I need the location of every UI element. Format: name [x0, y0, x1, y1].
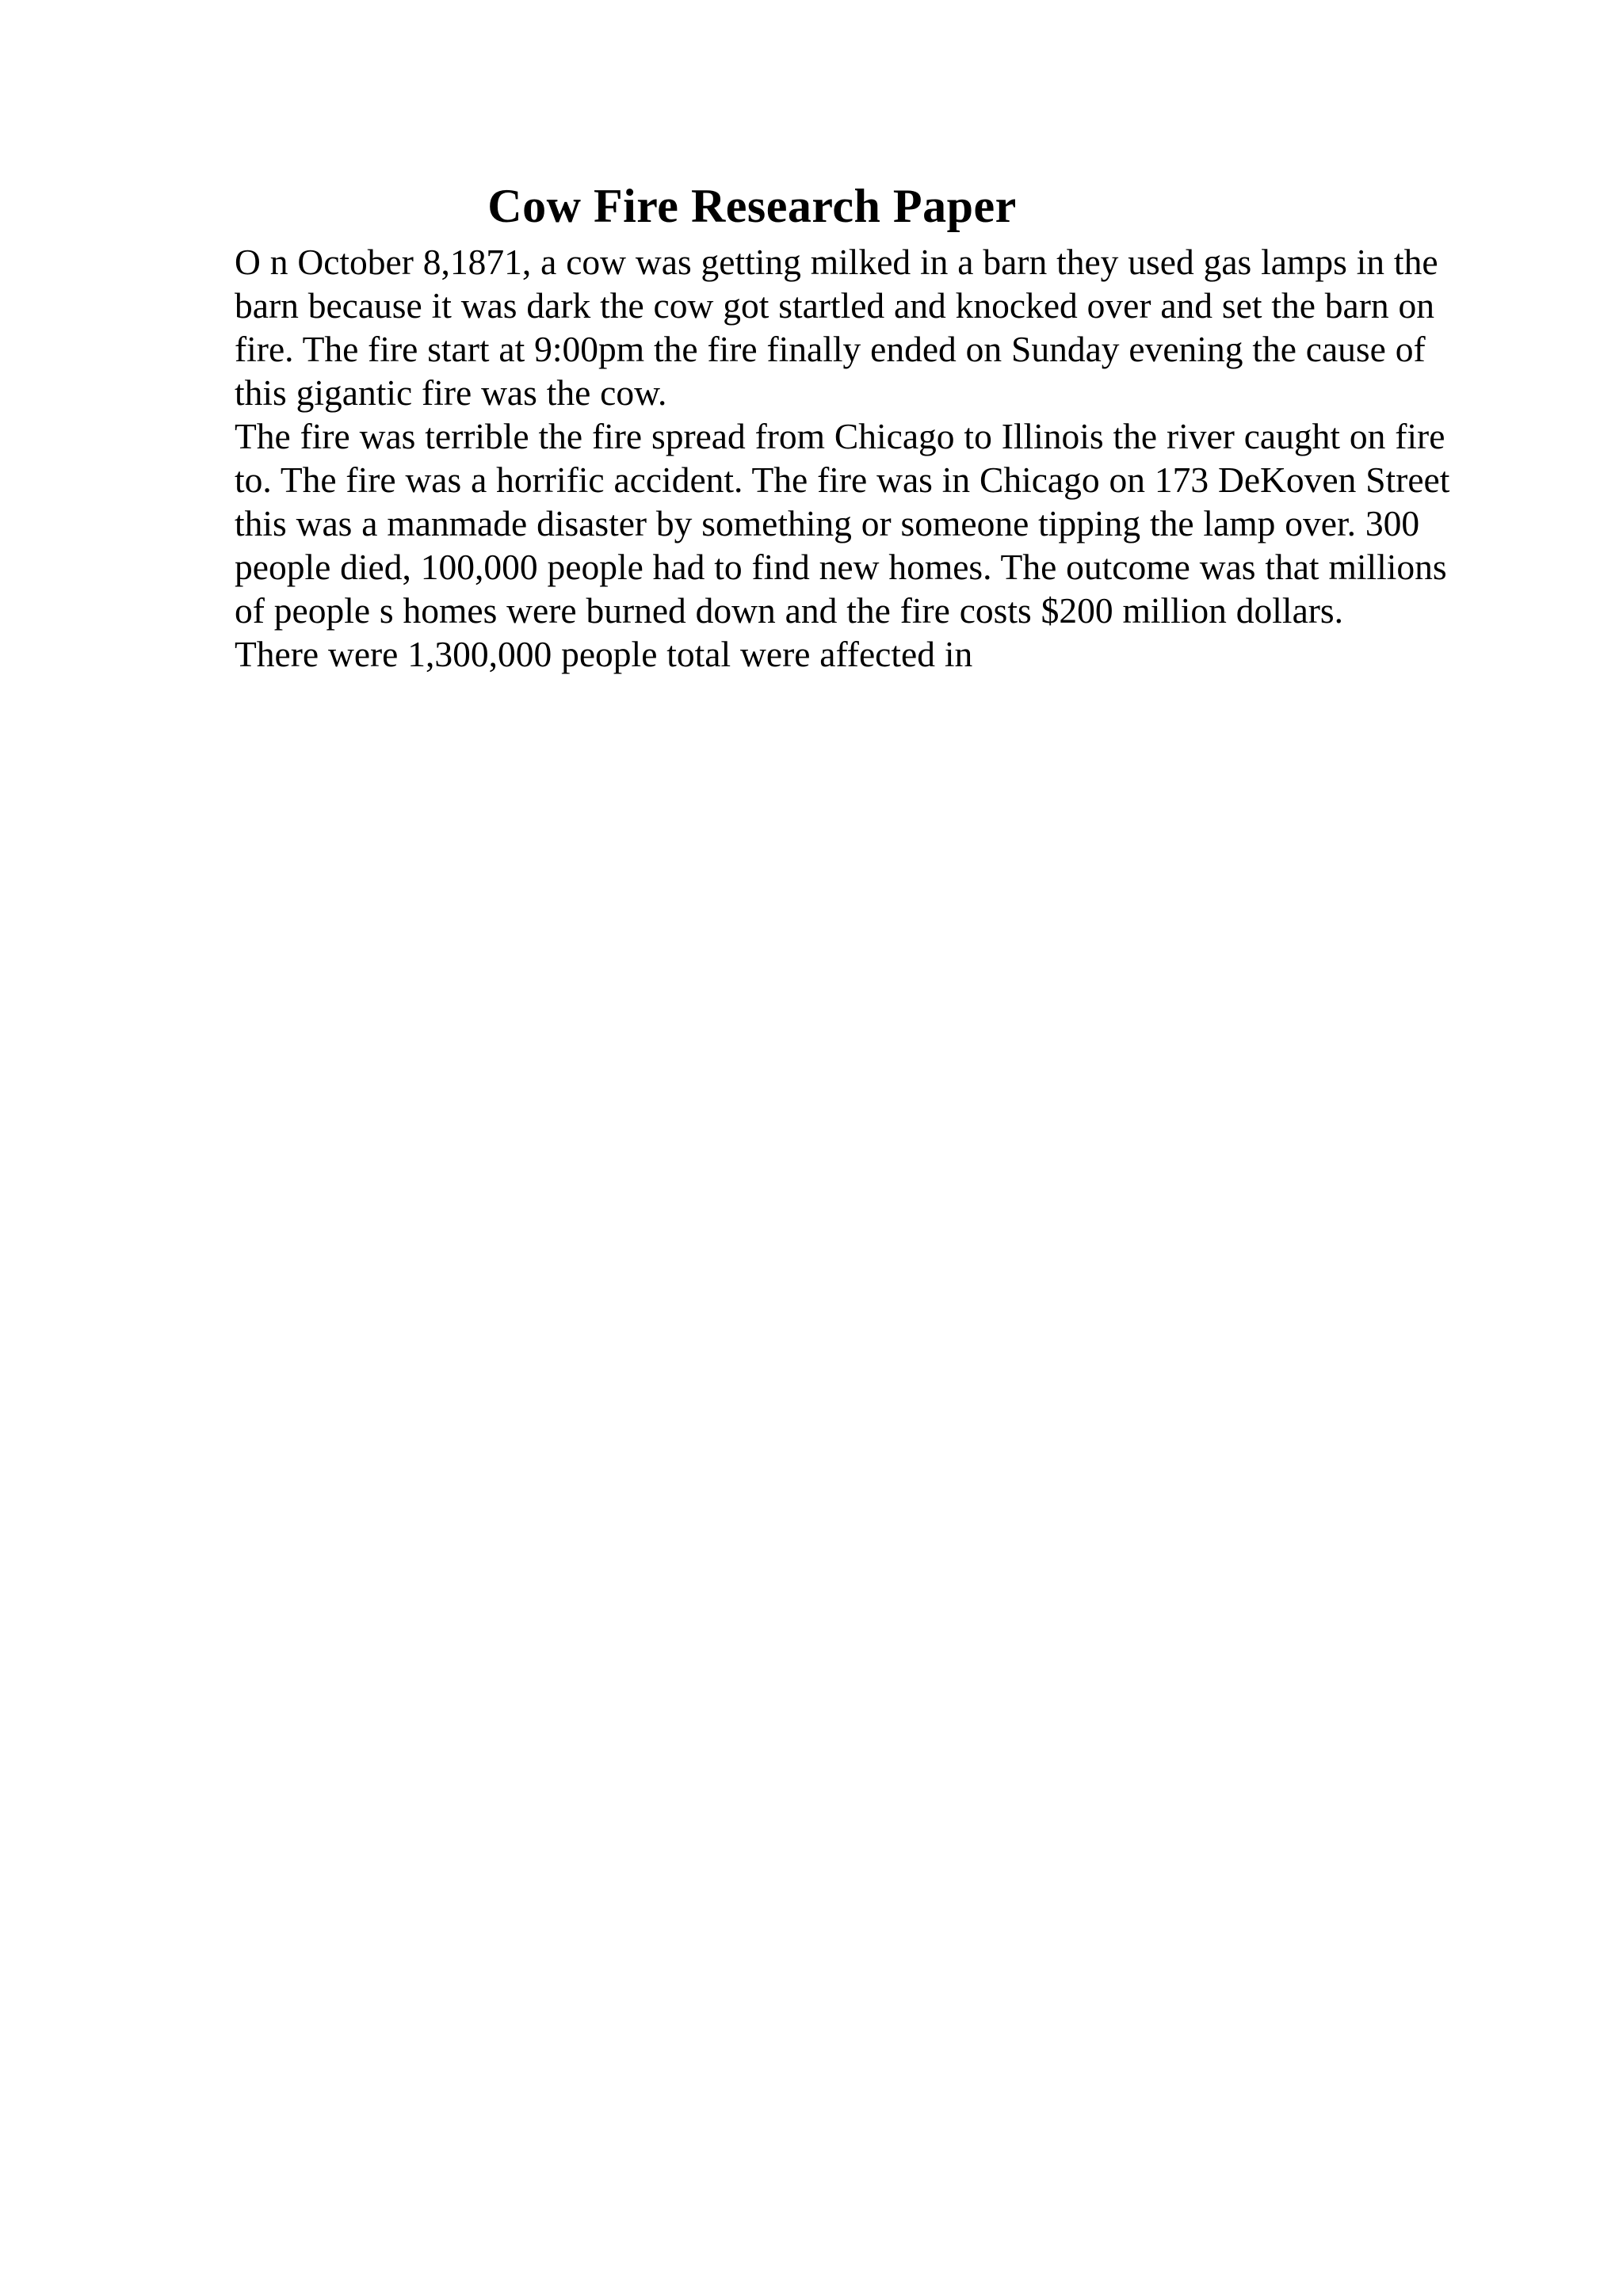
text-line: The fire was terrible the fire spread from Chicago to Illinois the river caught on fire: [235, 416, 1445, 456]
text-line: barn because it was dark the cow got startled and knocked over and set the barn on: [235, 285, 1435, 326]
page-title: Cow Fire Research Paper: [487, 180, 1017, 233]
paragraph-2: [235, 414, 1476, 632]
document-body: [235, 240, 1476, 676]
paragraph-3: [235, 632, 1476, 676]
text-line: O n October 8,1871, a cow was getting milked in a barn they used gas lamps in the: [235, 242, 1438, 282]
text-line: this was a manmade disaster by something or someone tipping the lamp over. 300: [235, 503, 1420, 543]
text-line: of people s homes were burned down and the fire costs $200 million dollars.: [235, 590, 1344, 631]
paragraph-1: [235, 240, 1476, 414]
text-line: fire. The fire start at 9:00pm the fire finally ended on Sunday evening the cause of: [235, 329, 1426, 369]
text-line: people died, 100,000 people had to find new homes. The outcome was that millions: [235, 547, 1447, 587]
text-line: There were 1,300,000 people total were affected in: [235, 634, 973, 674]
text-line: to. The fire was a horrific accident. The fire was in Chicago on 173 DeKoven Street: [235, 460, 1450, 500]
text-line: this gigantic fire was the cow.: [235, 372, 667, 413]
